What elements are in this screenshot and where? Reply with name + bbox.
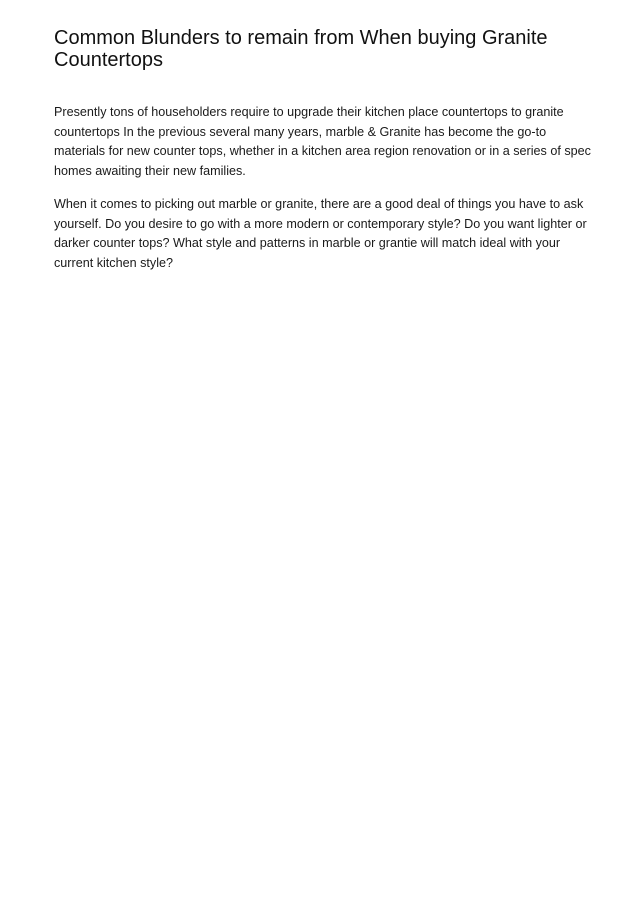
document-title: Common Blunders to remain from When buying Granite Countertops [54, 27, 548, 71]
paragraph-selection: When it comes to picking out marble or granite, there are a good deal of things you have to ask yourself. Do you desire to go with a more modern or contemporary style? Do you want lighter or darker counter tops? What style and patterns in marble or grantie will match ideal with your current kitchen style? [54, 197, 587, 270]
paragraph-intro: Presently tons of householders require to upgrade their kitchen place countertops to granite countertops In the previous several many years, marble & Granite has become the go-to materials for new counter tops, whether in a kitchen area region renovation or in a series of spec homes awaiting their new families. [54, 105, 591, 178]
